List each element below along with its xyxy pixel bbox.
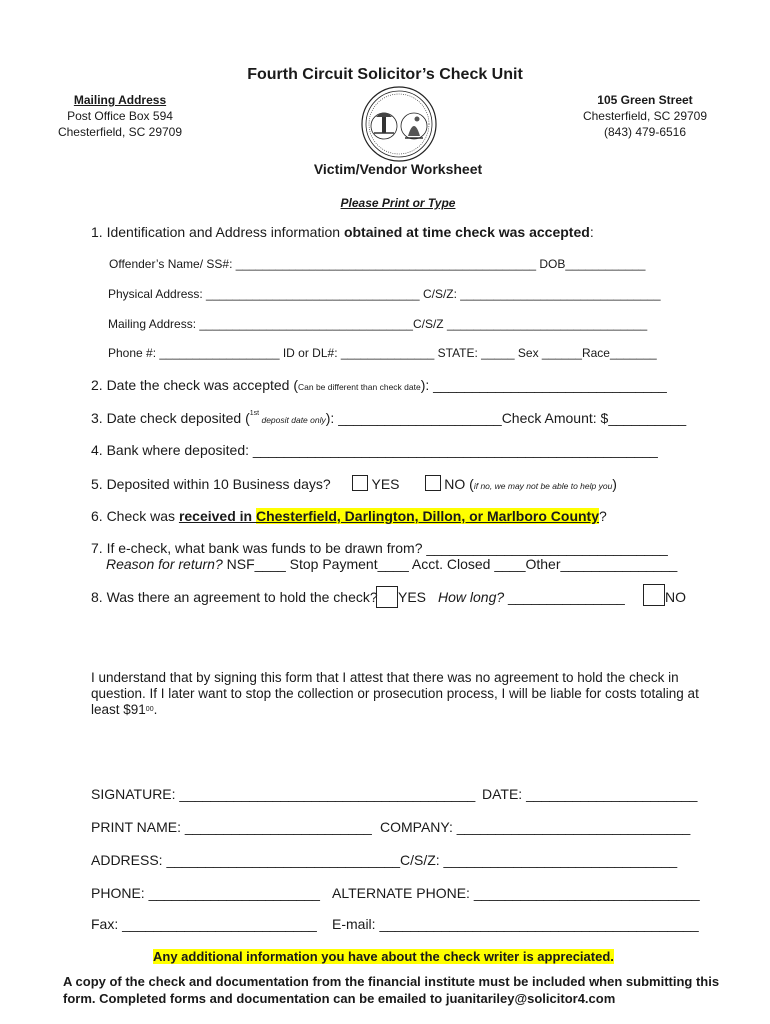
- question-7-line2[interactable]: [106, 556, 677, 572]
- question-3-note: deposit date only: [259, 415, 326, 425]
- hold-no-label: NO: [665, 589, 686, 605]
- received-in-text: received in: [178, 508, 256, 524]
- alternate-phone-field[interactable]: ALTERNATE PHONE: _____________________________: [332, 885, 700, 901]
- question-2[interactable]: [91, 377, 667, 393]
- question-3-prefix: 3. Date check deposited (: [91, 410, 250, 426]
- question-2-prefix: 2. Date the check was accepted (: [91, 377, 298, 393]
- date-field[interactable]: DATE: ______________________: [482, 786, 698, 802]
- email-field[interactable]: E-mail: _________________________________________: [332, 916, 699, 932]
- mailing-address-heading: Mailing Address: [73, 93, 167, 107]
- reason-for-return: Reason for return?: [106, 556, 223, 572]
- no-checkbox[interactable]: [425, 475, 441, 491]
- question-6-suffix: ?: [599, 508, 607, 524]
- worksheet-title: Victim/Vendor Worksheet: [313, 161, 483, 177]
- question-2-blank[interactable]: ): ______________________________: [420, 377, 667, 393]
- offender-name-field[interactable]: Offender’s Name/ SS#: _____________________________________________ DOB____________: [109, 257, 646, 271]
- signature-field[interactable]: SIGNATURE: ______________________________________: [91, 786, 476, 802]
- no-label: NO (: [444, 476, 474, 492]
- hold-yes-checkbox[interactable]: [376, 586, 398, 608]
- yes-checkbox[interactable]: [352, 475, 368, 491]
- question-5-note: if no, we may not be able to help you: [473, 481, 613, 491]
- question-8: [91, 589, 378, 605]
- attestation-statement: [91, 670, 711, 718]
- mailing-address-line2: Chesterfield, SC 29709: [57, 125, 183, 139]
- question-1: [91, 224, 594, 240]
- mailing-address-field[interactable]: Mailing Address: ________________________________C/S/Z ______________________________: [108, 317, 648, 331]
- question-1-bold: obtained at time check was accepted: [343, 224, 590, 240]
- print-instruction: Please Print or Type: [340, 196, 456, 210]
- question-3[interactable]: [91, 410, 686, 426]
- street-phone: (843) 479-6516: [603, 125, 687, 139]
- hold-no-checkbox[interactable]: [643, 584, 665, 606]
- address-field[interactable]: ADDRESS: ______________________________: [91, 852, 401, 868]
- submission-footer: A copy of the check and documentation from the financial institute must be included when submitting this form. Completed forms and documentation can be emailed to juanitariley@solicitor4.com: [63, 974, 720, 1006]
- attestation-sup: 00: [145, 706, 154, 713]
- street-address-block: [570, 92, 720, 140]
- fax-field[interactable]: Fax: _________________________: [91, 916, 317, 932]
- question-7-line1[interactable]: 7. If e-check, what bank was funds to be drawn from? _______________________________: [91, 540, 668, 556]
- hold-yes-label: YES: [398, 589, 427, 605]
- question-1-suffix: :: [589, 224, 594, 240]
- counties-text: Chesterfield, Darlington, Dillon, or Marlboro County: [255, 508, 599, 524]
- csz-field[interactable]: C/S/Z: ______________________________: [400, 852, 678, 868]
- street-address-heading: 105 Green Street: [597, 93, 693, 107]
- street-address-line1: Chesterfield, SC 29709: [582, 109, 708, 123]
- question-5-close: ): [612, 476, 617, 492]
- question-1-prefix: 1. Identification and Address information: [91, 224, 344, 240]
- attestation-end: .: [153, 702, 158, 717]
- return-options[interactable]: NSF____ Stop Payment____ Acct. Closed ____Other_______________: [222, 556, 678, 572]
- question-3-sup: 1st: [249, 410, 260, 417]
- question-8-prefix: 8. Was there an agreement to hold the check?: [91, 589, 378, 605]
- yes-label: YES: [371, 476, 400, 492]
- page-title: Fourth Circuit Solicitor’s Check Unit: [247, 66, 523, 83]
- additional-info-note: Any additional information you have about the check writer is appreciated.: [153, 949, 614, 964]
- question-5: [91, 475, 617, 492]
- question-5-prefix: 5. Deposited within 10 Business days?: [91, 476, 331, 492]
- mailing-address-block: [50, 92, 190, 140]
- phone-field[interactable]: PHONE: ______________________: [91, 885, 320, 901]
- attestation-text: I understand that by signing this form that I attest that there was no agreement to hold the check in question. If I later want to stop the collection or prosecution process, I will be liable for costs totaling at least $91: [91, 670, 699, 717]
- physical-address-field[interactable]: Physical Address: ________________________________ C/S/Z: ______________________________: [108, 287, 661, 301]
- how-long-field[interactable]: _______________: [508, 589, 625, 605]
- phone-id-field[interactable]: Phone #: __________________ ID or DL#: ______________ STATE: _____ Sex ______Race_______: [108, 346, 657, 360]
- question-2-note: Can be different than check date: [298, 382, 421, 392]
- mailing-address-line1: Post Office Box 594: [67, 109, 173, 123]
- company-field[interactable]: COMPANY: ______________________________: [380, 819, 691, 835]
- state-seal-icon: [361, 86, 437, 162]
- question-6-prefix: 6. Check was: [91, 508, 179, 524]
- question-4[interactable]: 4. Bank where deposited: ____________________________________________________: [91, 442, 658, 458]
- how-long-label: How long?: [438, 589, 505, 605]
- print-name-field[interactable]: PRINT NAME: ________________________: [91, 819, 372, 835]
- question-3-blank[interactable]: ): _____________________Check Amount: $__________: [325, 410, 687, 426]
- question-6: [91, 508, 607, 524]
